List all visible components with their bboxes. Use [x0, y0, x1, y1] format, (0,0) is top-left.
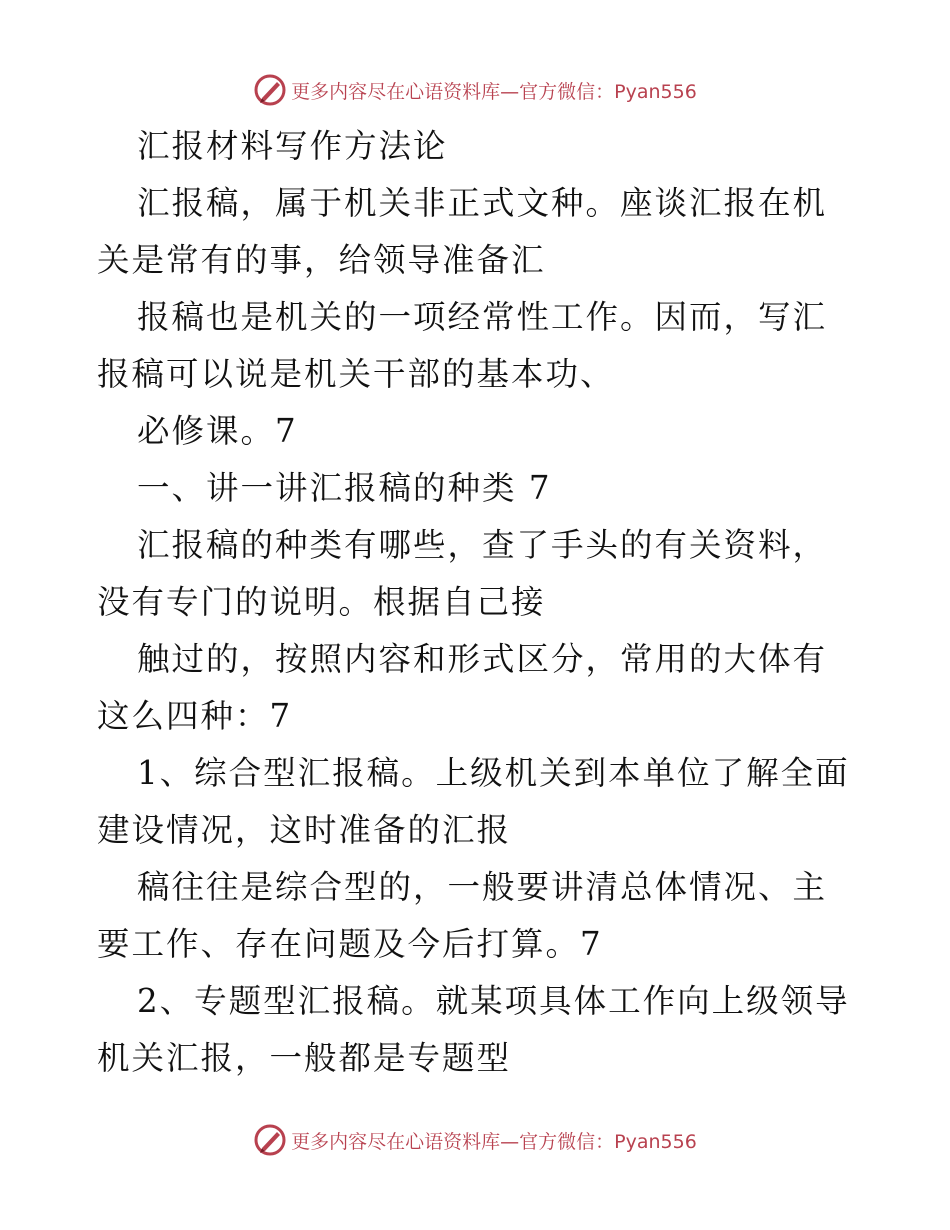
paragraph: 2、专题型汇报稿。就某项具体工作向上级领导机关汇报，一般都是专题型: [97, 982, 850, 1077]
document-title: 汇报材料写作方法论: [137, 127, 448, 165]
section-heading: 一、讲一讲汇报稿的种类 7: [137, 469, 552, 507]
paragraph: 报稿也是机关的一项经常性工作。因而，写汇报稿可以说是机关干部的基本功、: [97, 298, 828, 393]
paragraph: 触过的，按照内容和形式区分，常用的大体有这么四种：7: [97, 640, 828, 735]
pen-logo-icon: [253, 73, 287, 107]
document-body: [97, 118, 857, 1087]
watermark-text: 更多内容尽在心语资料库—官方微信：Pyan556: [291, 1130, 697, 1153]
footer-watermark-banner: [0, 1120, 950, 1160]
paragraph: 1、综合型汇报稿。上级机关到本单位了解全面建设情况，这时准备的汇报: [97, 754, 850, 849]
paragraph: 稿往往是综合型的，一般要讲清总体情况、主要工作、存在问题及今后打算。7: [97, 868, 828, 963]
paragraph: 必修课。7: [137, 412, 298, 450]
paragraph: 汇报稿，属于机关非正式文种。座谈汇报在机关是常有的事，给领导准备汇: [97, 184, 828, 279]
header-watermark-banner: [0, 70, 950, 110]
pen-logo-icon: [253, 1123, 287, 1157]
watermark-text: 更多内容尽在心语资料库—官方微信：Pyan556: [291, 80, 697, 103]
paragraph: 汇报稿的种类有哪些，查了手头的有关资料，没有专门的说明。根据自己接: [97, 526, 828, 621]
